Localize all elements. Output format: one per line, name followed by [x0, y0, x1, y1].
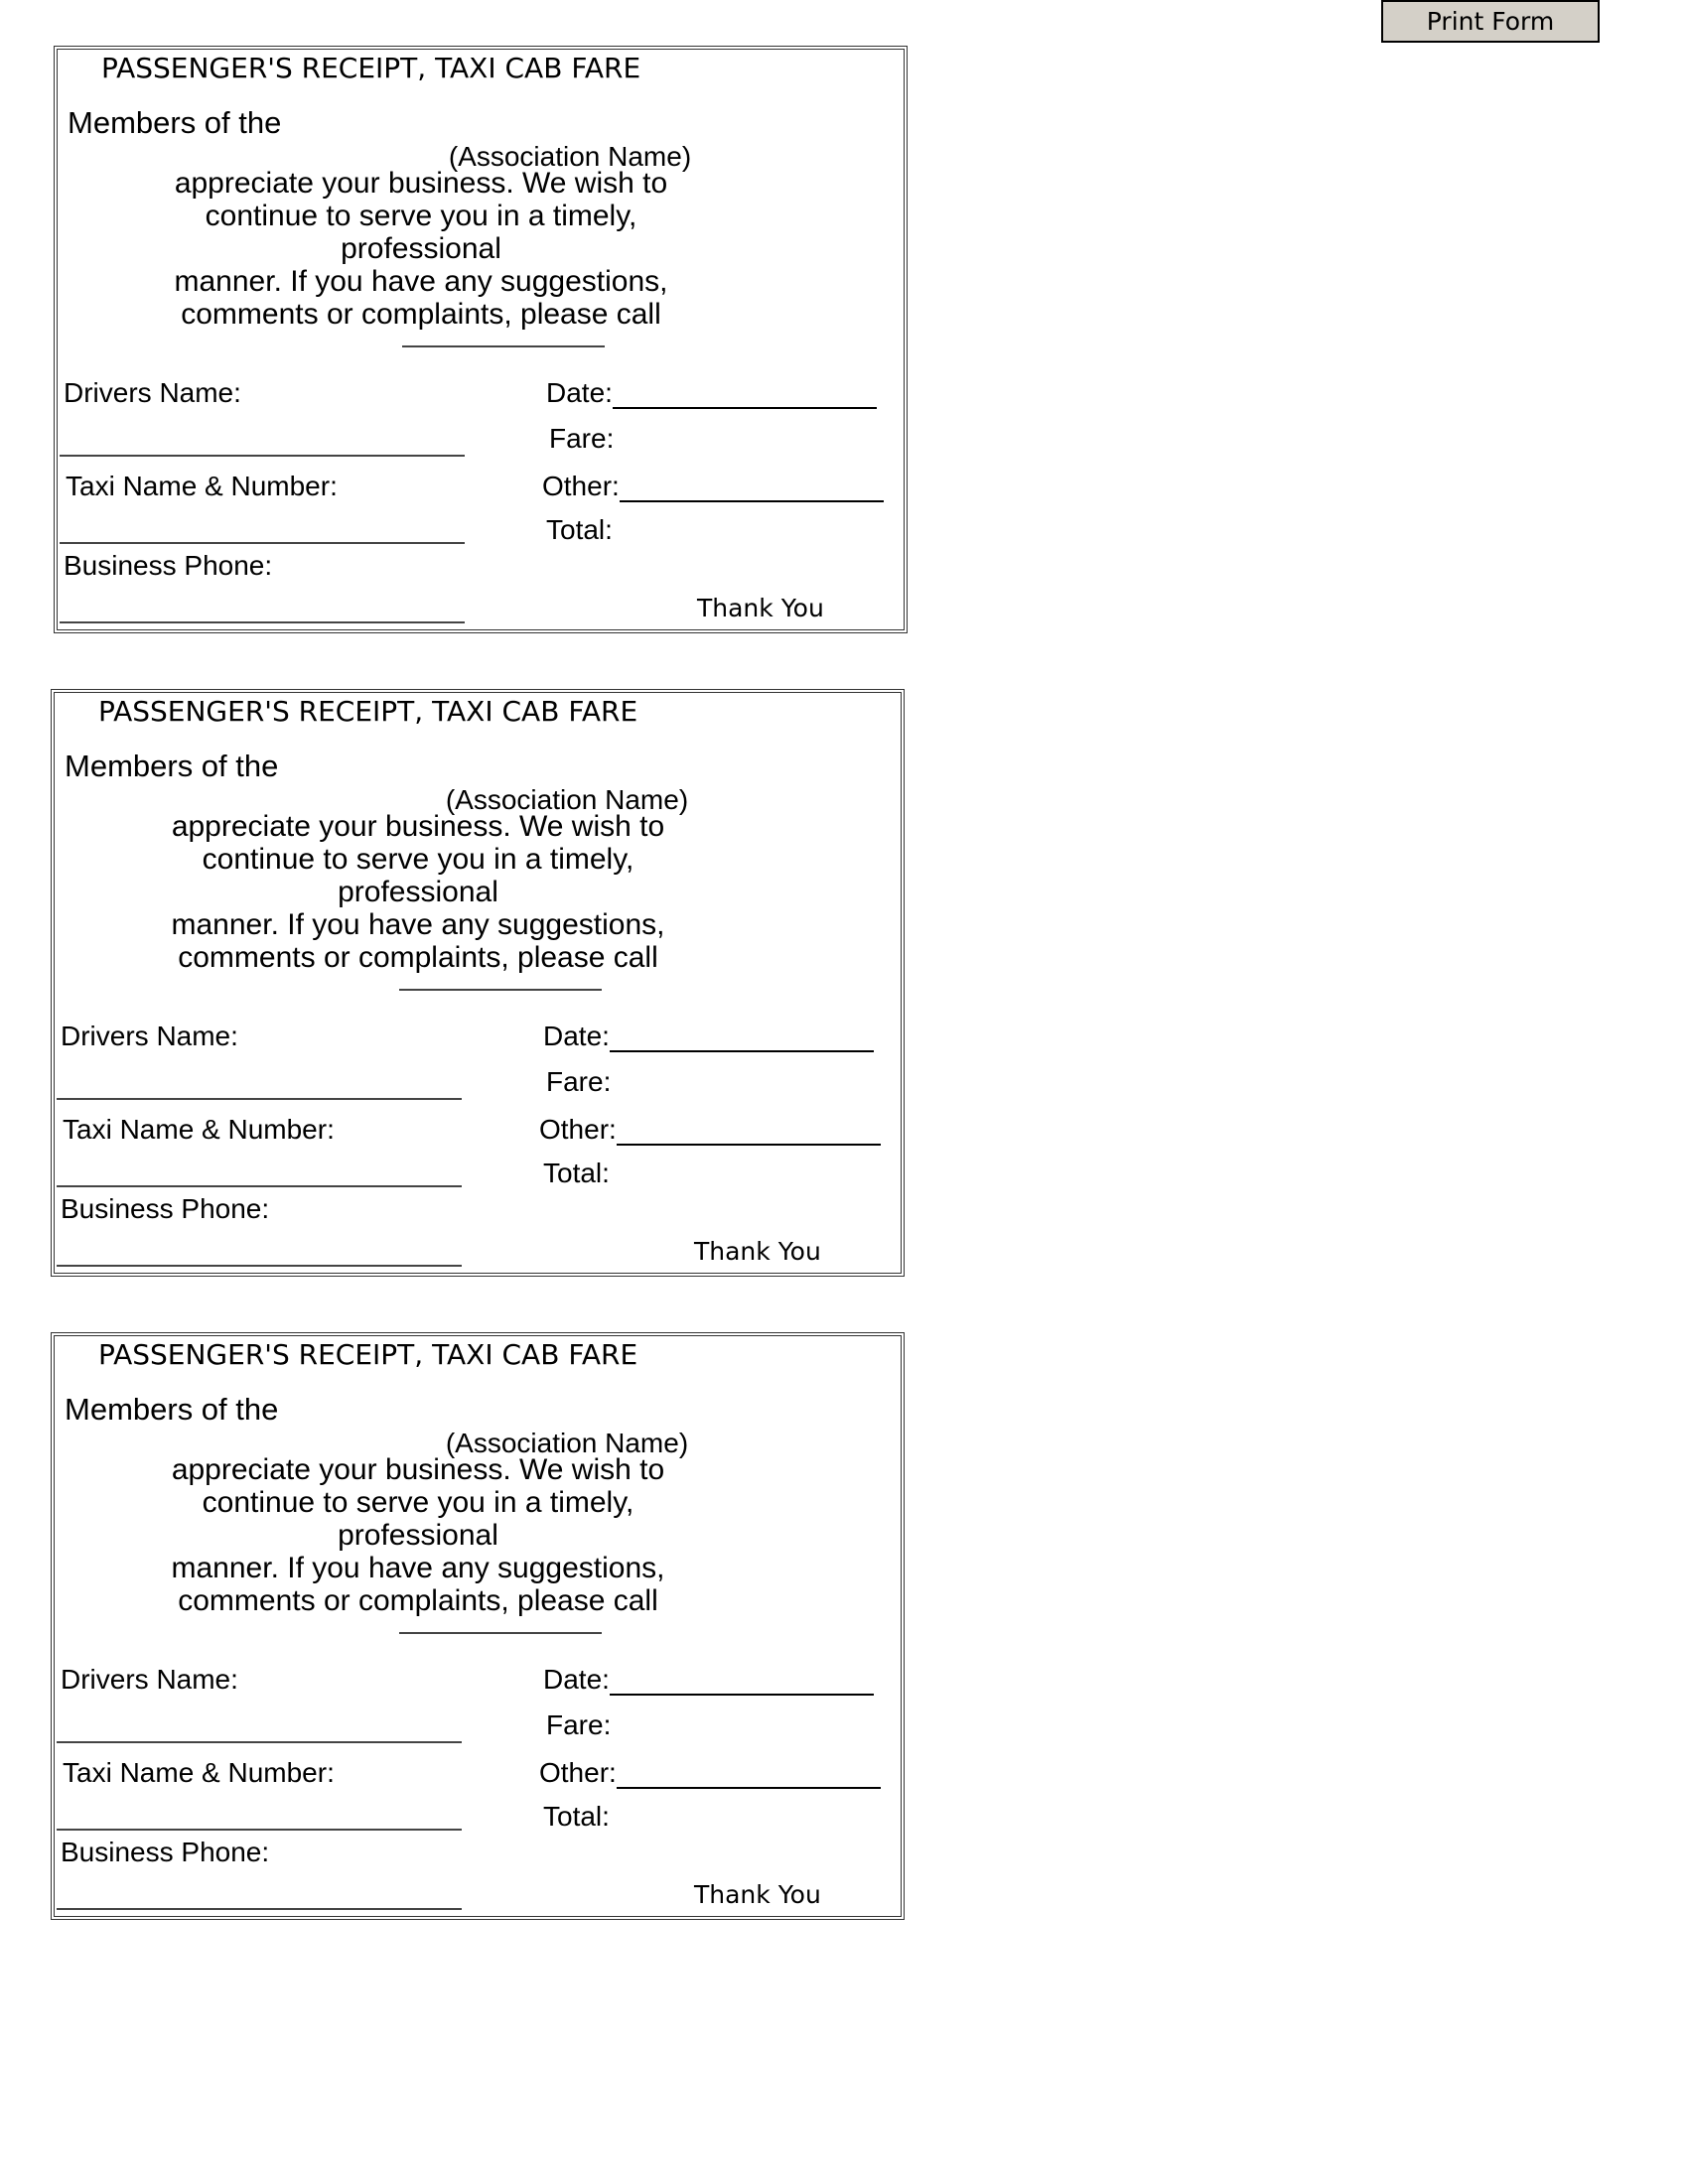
business-phone-label: Business Phone: — [61, 1193, 270, 1224]
total-label: Total: — [543, 1801, 610, 1832]
receipt-title: PASSENGER'S RECEIPT, TAXI CAB FARE — [98, 695, 638, 728]
date-label: Date: — [546, 377, 613, 408]
drivers-name-label: Drivers Name: — [61, 1021, 238, 1051]
body-line: continue to serve you in a timely, professional — [205, 200, 637, 265]
body-line: manner. If you have any suggestions, — [171, 908, 665, 941]
business-phone-label: Business Phone: — [61, 1837, 270, 1867]
body-line: manner. If you have any suggestions, — [171, 1552, 665, 1584]
business-phone-field[interactable] — [60, 621, 465, 623]
drivers-name-field[interactable] — [57, 1741, 462, 1743]
call-number-field[interactable] — [399, 989, 602, 991]
body-line: appreciate your business. We wish to — [171, 1453, 665, 1486]
total-label: Total: — [546, 514, 613, 545]
drivers-name-label: Drivers Name: — [61, 1664, 238, 1695]
association-name-placeholder[interactable]: (Association Name) — [445, 1428, 689, 1458]
body-line: comments or complaints, please call — [181, 298, 661, 331]
print-form-button[interactable]: Print Form — [1381, 0, 1600, 43]
association-name-placeholder[interactable]: (Association Name) — [448, 141, 692, 172]
receipt-title: PASSENGER'S RECEIPT, TAXI CAB FARE — [101, 52, 641, 84]
other-label: Other: — [539, 1114, 617, 1145]
fare-label: Fare: — [546, 1709, 612, 1740]
other-field[interactable] — [617, 1759, 881, 1789]
thank-you-text: Thank You — [697, 594, 824, 622]
members-of-text: Members of the — [65, 1392, 279, 1427]
other-label: Other: — [542, 471, 620, 501]
drivers-name-label: Drivers Name: — [64, 377, 241, 408]
date-label: Date: — [543, 1664, 610, 1695]
body-line: appreciate your business. We wish to — [174, 167, 668, 200]
taxi-name-field[interactable] — [57, 1185, 462, 1187]
body-line: manner. If you have any suggestions, — [174, 265, 668, 298]
body-line: continue to serve you in a timely, professional — [202, 1486, 634, 1552]
body-line: appreciate your business. We wish to — [171, 810, 665, 843]
receipt-card — [54, 46, 908, 633]
taxi-name-label: Taxi Name & Number: — [63, 1114, 335, 1145]
other-label: Other: — [539, 1757, 617, 1788]
thank-you-text: Thank You — [694, 1880, 821, 1909]
date-field[interactable] — [610, 1666, 874, 1696]
call-number-field[interactable] — [402, 345, 605, 347]
taxi-name-field[interactable] — [60, 542, 465, 544]
drivers-name-field[interactable] — [57, 1098, 462, 1100]
members-of-text: Members of the — [68, 105, 282, 140]
receipt-body-text — [164, 1453, 672, 1617]
call-number-field[interactable] — [399, 1632, 602, 1634]
fare-label: Fare: — [549, 423, 615, 454]
business-phone-field[interactable] — [57, 1265, 462, 1267]
thank-you-text: Thank You — [694, 1237, 821, 1266]
receipt-body-text — [167, 167, 675, 331]
date-row — [543, 1664, 874, 1696]
date-label: Date: — [543, 1021, 610, 1051]
business-phone-field[interactable] — [57, 1908, 462, 1910]
fare-label: Fare: — [546, 1066, 612, 1097]
receipt-card — [51, 1332, 905, 1920]
date-row — [543, 1021, 874, 1052]
other-field[interactable] — [620, 473, 884, 502]
drivers-name-field[interactable] — [60, 455, 465, 457]
members-of-text: Members of the — [65, 749, 279, 783]
taxi-name-label: Taxi Name & Number: — [63, 1757, 335, 1788]
date-field[interactable] — [613, 379, 877, 409]
receipt-card — [51, 689, 905, 1277]
other-row — [539, 1114, 881, 1146]
body-line: continue to serve you in a timely, professional — [202, 843, 634, 908]
business-phone-label: Business Phone: — [64, 550, 273, 581]
date-row — [546, 377, 877, 409]
taxi-name-label: Taxi Name & Number: — [66, 471, 338, 501]
total-label: Total: — [543, 1158, 610, 1188]
body-line: comments or complaints, please call — [178, 941, 658, 974]
receipt-title: PASSENGER'S RECEIPT, TAXI CAB FARE — [98, 1338, 638, 1371]
other-row — [542, 471, 884, 502]
other-row — [539, 1757, 881, 1789]
taxi-name-field[interactable] — [57, 1829, 462, 1831]
body-line: comments or complaints, please call — [178, 1584, 658, 1617]
date-field[interactable] — [610, 1023, 874, 1052]
receipt-body-text — [164, 810, 672, 974]
association-name-placeholder[interactable]: (Association Name) — [445, 784, 689, 815]
other-field[interactable] — [617, 1116, 881, 1146]
